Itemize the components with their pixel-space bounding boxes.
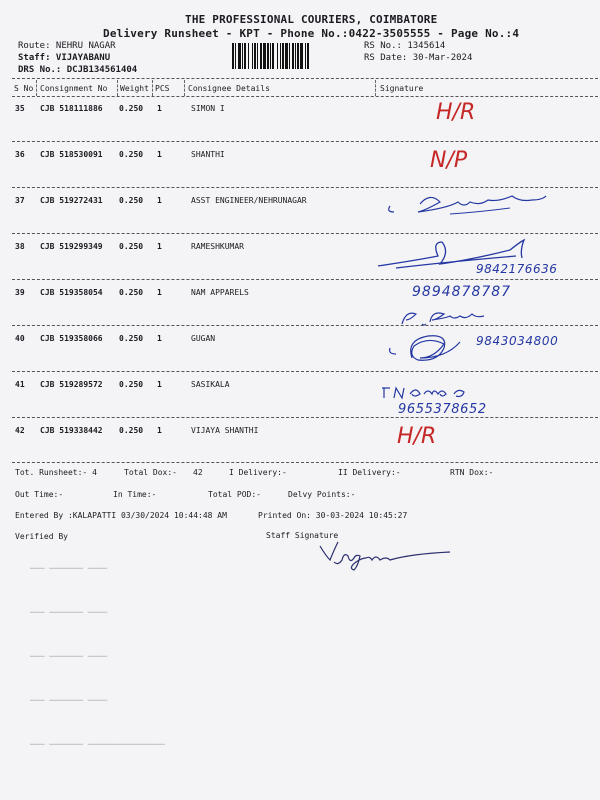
cell-sno: 37 bbox=[15, 196, 25, 205]
total-dox-label: Total Dox:- bbox=[124, 468, 177, 477]
barcode bbox=[232, 43, 360, 69]
cell-consignment: CJB 518111886 bbox=[40, 104, 103, 113]
signature-scribble bbox=[396, 304, 506, 330]
i-delivery: I Delivery:- bbox=[229, 468, 287, 477]
total-pod: Total POD:- bbox=[208, 490, 261, 499]
column-header-sno: S No bbox=[14, 84, 34, 93]
cell-pcs: 1 bbox=[157, 334, 162, 343]
cell-sno: 39 bbox=[15, 288, 25, 297]
cell-sno: 40 bbox=[15, 334, 25, 343]
signature-scribble bbox=[380, 192, 570, 226]
cell-consignee: SIMON I bbox=[191, 104, 225, 113]
company-title: THE PROFESSIONAL COURIERS, COIMBATORE bbox=[185, 13, 438, 26]
cell-sno: 38 bbox=[15, 242, 25, 251]
cell-consignee: RAMESHKUMAR bbox=[191, 242, 244, 251]
show-through-text: ▁▁▁ ▁▁▁▁▁▁▁ ▁▁▁▁ bbox=[30, 560, 108, 569]
signature-scribble bbox=[386, 328, 476, 372]
cell-consignee: GUGAN bbox=[191, 334, 216, 343]
cell-sno: 35 bbox=[15, 104, 25, 113]
cell-sno: 42 bbox=[15, 426, 25, 435]
cell-consignee: SASIKALA bbox=[191, 380, 230, 389]
column-separator bbox=[375, 80, 376, 96]
cell-weight: 0.250 bbox=[119, 196, 144, 205]
divider bbox=[12, 417, 598, 418]
divider bbox=[12, 96, 598, 97]
rtn-dox: RTN Dox:- bbox=[450, 468, 494, 477]
cell-consignee: SHANTHI bbox=[191, 150, 225, 159]
show-through-text: ▁▁▁ ▁▁▁▁▁▁▁ ▁▁▁▁ bbox=[30, 648, 108, 657]
column-separator bbox=[117, 80, 118, 96]
cell-pcs: 1 bbox=[157, 196, 162, 205]
runsheet-subtitle: Delivery Runsheet - KPT - Phone No.:0422-3505555 - Page No.:4 bbox=[103, 27, 520, 40]
verified-by: Verified By bbox=[15, 532, 68, 541]
route-label: Route: NEHRU NAGAR bbox=[18, 41, 116, 51]
cell-consignment: CJB 519358054 bbox=[40, 288, 103, 297]
column-header-pcs: PCS bbox=[155, 84, 170, 93]
divider bbox=[12, 462, 598, 463]
handwritten-phone: 9894878787 bbox=[412, 284, 512, 300]
column-header-weight: Weight bbox=[120, 84, 149, 93]
divider bbox=[12, 279, 598, 280]
handwritten-mark: H/R bbox=[436, 100, 476, 125]
divider bbox=[12, 141, 598, 142]
signature-scribble bbox=[380, 384, 500, 404]
divider bbox=[12, 233, 598, 234]
column-header-consignment: Consignment No bbox=[40, 84, 108, 93]
divider bbox=[12, 371, 598, 372]
cell-consignment: CJB 519338442 bbox=[40, 426, 103, 435]
cell-consignment: CJB 519358066 bbox=[40, 334, 103, 343]
cell-consignment: CJB 519299349 bbox=[40, 242, 103, 251]
divider bbox=[12, 325, 598, 326]
cell-pcs: 1 bbox=[157, 242, 162, 251]
handwritten-phone: 9655378652 bbox=[398, 402, 487, 417]
cell-consignment: CJB 519272431 bbox=[40, 196, 103, 205]
cell-consignee: VIJAYA SHANTHI bbox=[191, 426, 259, 435]
cell-sno: 36 bbox=[15, 150, 25, 159]
divider bbox=[12, 187, 598, 188]
handwritten-mark: N/P bbox=[430, 148, 468, 173]
cell-consignment: CJB 518530091 bbox=[40, 150, 103, 159]
column-header-signature: Signature bbox=[380, 84, 424, 93]
handwritten-phone: 9843034800 bbox=[476, 334, 559, 348]
staff-label: Staff: VIJAYABANU bbox=[18, 53, 111, 63]
staff-signature-label: Staff Signature bbox=[266, 531, 339, 540]
show-through-text: ▁▁▁ ▁▁▁▁▁▁▁ ▁▁▁▁▁▁▁▁▁▁▁▁▁▁▁▁ bbox=[30, 736, 165, 745]
out-time: Out Time:- bbox=[15, 490, 64, 499]
cell-pcs: 1 bbox=[157, 380, 162, 389]
delvy-points: Delvy Points:- bbox=[288, 490, 356, 499]
cell-pcs: 1 bbox=[157, 150, 162, 159]
cell-consignee: NAM APPARELS bbox=[191, 288, 249, 297]
cell-pcs: 1 bbox=[157, 104, 162, 113]
ii-delivery: II Delivery:- bbox=[338, 468, 401, 477]
column-separator bbox=[184, 80, 185, 96]
printed-on: Printed On: 30-03-2024 10:45:27 bbox=[258, 511, 408, 520]
cell-consignment: CJB 519289572 bbox=[40, 380, 103, 389]
cell-weight: 0.250 bbox=[119, 380, 144, 389]
cell-pcs: 1 bbox=[157, 288, 162, 297]
total-dox-value: 42 bbox=[193, 468, 203, 477]
cell-weight: 0.250 bbox=[119, 288, 144, 297]
handwritten-phone: 9842176636 bbox=[476, 262, 558, 276]
cell-sno: 41 bbox=[15, 380, 25, 389]
show-through-text: ▁▁▁ ▁▁▁▁▁▁▁ ▁▁▁▁ bbox=[30, 692, 108, 701]
cell-weight: 0.250 bbox=[119, 104, 144, 113]
in-time: In Time:- bbox=[113, 490, 157, 499]
entered-by: Entered By :KALAPATTI 03/30/2024 10:44:48 AM bbox=[15, 511, 227, 520]
cell-weight: 0.250 bbox=[119, 150, 144, 159]
handwritten-mark: H/R bbox=[397, 424, 437, 449]
staff-signature bbox=[316, 540, 456, 576]
cell-weight: 0.250 bbox=[119, 242, 144, 251]
column-separator bbox=[36, 80, 37, 96]
rs-number: RS No.: 1345614 bbox=[364, 41, 446, 51]
rs-date: RS Date: 30-Mar-2024 bbox=[364, 53, 473, 63]
cell-weight: 0.250 bbox=[119, 426, 144, 435]
tot-runsheet: Tot. Runsheet:- 4 bbox=[15, 468, 97, 477]
column-separator bbox=[152, 80, 153, 96]
show-through-text: ▁▁▁ ▁▁▁▁▁▁▁ ▁▁▁▁ bbox=[30, 604, 108, 613]
cell-pcs: 1 bbox=[157, 426, 162, 435]
divider bbox=[12, 78, 598, 79]
cell-weight: 0.250 bbox=[119, 334, 144, 343]
drs-number: DRS No.: DCJB134561404 bbox=[18, 65, 138, 75]
cell-consignee: ASST ENGINEER/NEHRUNAGAR bbox=[191, 196, 307, 205]
column-header-consignee: Consignee Details bbox=[188, 84, 270, 93]
